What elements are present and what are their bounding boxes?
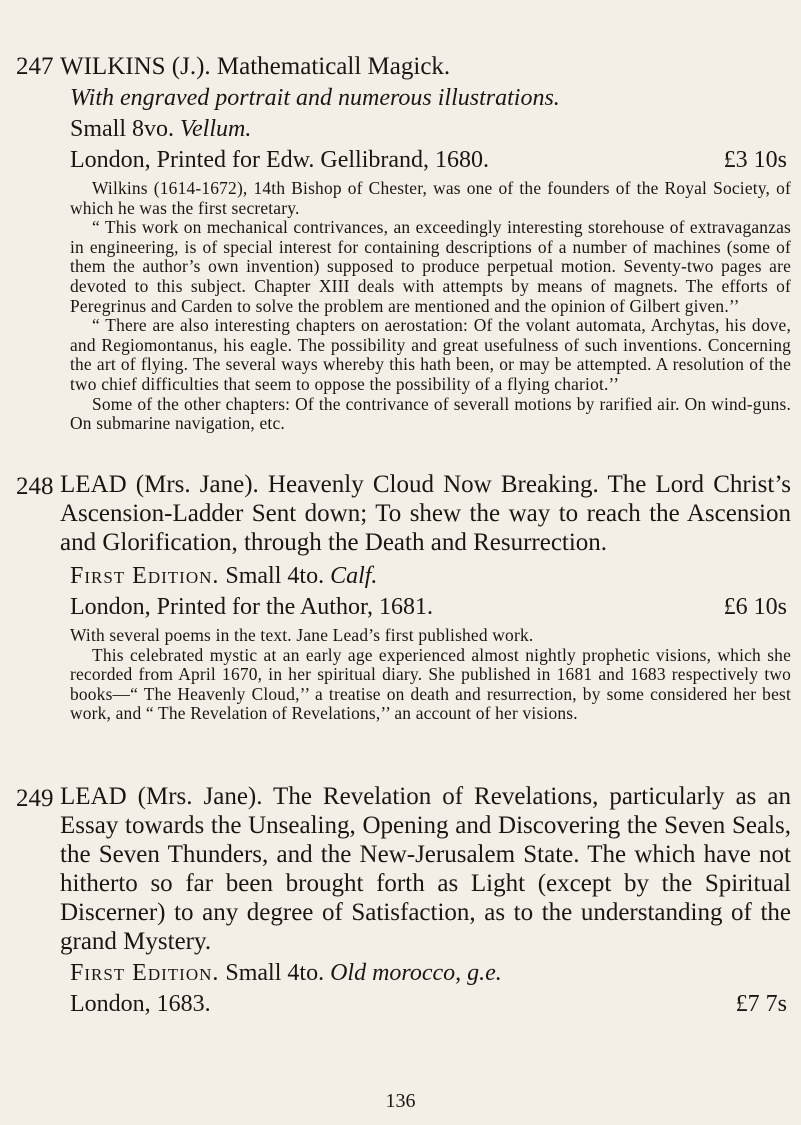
price: £6 10s [723,594,787,620]
description-paragraph: With several poems in the text. Jane Lead’s first published work. [70,625,534,645]
description [60,179,791,434]
entry-heading: LEAD (Mrs. Jane). Heavenly Cloud Now Breaking. The Lord Christ’s Ascension-Ladder Sent down; To shew the way to reach the Ascension and Glorification, through the Death and Resurrection. [60,471,791,556]
entry-number: 249 [16,785,54,812]
entry-format-line [60,114,791,145]
edition: First Edition. [70,960,220,986]
description-paragraph: “ This work on mechanical contrivances, an exceedingly interesting storehouse of extravaganzas in engineering, is of special interest for containing descriptions of a number of machines (some of them the author’s own invention) supposed to produce perpetual motion. Seventy-two pages are devoted to this subject. Chapter XIII deals with attempts by means of magnets. The efforts of Peregrinus and Carden to solve the problem are mentioned and the opinion of Gilbert given.’’ [70,217,791,316]
page-number: 136 [385,1090,416,1112]
format: Small 8vo. [70,116,175,142]
entry-subtitle: With engraved portrait and numerous illustrations. [70,85,560,111]
imprint: London, Printed for Edw. Gellibrand, 1680. [70,147,490,173]
imprint: London, 1683. [70,991,211,1017]
entry-body [60,470,791,724]
format: Small 4to. [225,563,325,589]
entry-heading: WILKINS (J.). Mathematicall Magick. [60,53,451,80]
binding: Calf. [330,563,378,589]
entry-body [60,782,791,1019]
description [60,626,791,724]
entry-format-line [60,561,791,592]
description-paragraph: Some of the other chapters: Of the contrivance of severall motions by rarified air. On wind-guns. On submarine navigation, etc. [70,393,791,434]
entry-number: 248 [16,473,54,500]
imprint: London, Printed for the Author, 1681. [70,594,433,620]
format: Small 4to. [225,960,325,986]
entry-body [60,50,791,434]
entry-format-line [60,958,791,989]
edition: First Edition. [70,563,220,589]
entry-heading: LEAD (Mrs. Jane). The Revelation of Revelations, particularly as an Essay towards the Unsealing, Opening and Discovering the Seven Seals, the Seven Thunders, and the New-Jerusalem State. The which have not hitherto so far been brought forth as Light (except by the Spiritual Discerner) to any degree of Satisfaction, as to the understanding of the grand Mystery. [60,783,791,955]
binding: Vellum. [180,116,252,142]
imprint-line [60,989,791,1019]
description-paragraph: “ There are also interesting chapters on aerostation: Of the volant automata, Archytas, his dove, and Regiomontanus, his eagle. The possibility and great usefulness of such inventions. Concerning the art of flying. The several ways whereby this hath been, or may be attempted. A resolution of the two chief difficulties that seem to oppose the possibility of a flying chariot.’’ [70,315,791,394]
binding: Old morocco, g.e. [330,960,502,986]
description-paragraph: Wilkins (1614-1672), 14th Bishop of Chester, was one of the founders of the Royal Society, of which he was the first secretary. [70,178,791,218]
imprint-line [60,592,791,622]
description-paragraph: This celebrated mystic at an early age experienced almost nightly prophetic visions, which she recorded from April 1670, in her spiritual diary. She published in 1681 and 1683 respectively two books—“ The Heavenly Cloud,’’ a treatise on death and resurrection, by some considered her best work, and “ The Revelation of Revelations,’’ an account of her visions. [70,644,791,724]
price: £7 7s [735,991,787,1017]
entry-number: 247 [16,53,54,80]
price: £3 10s [723,147,787,173]
imprint-line [60,145,791,175]
